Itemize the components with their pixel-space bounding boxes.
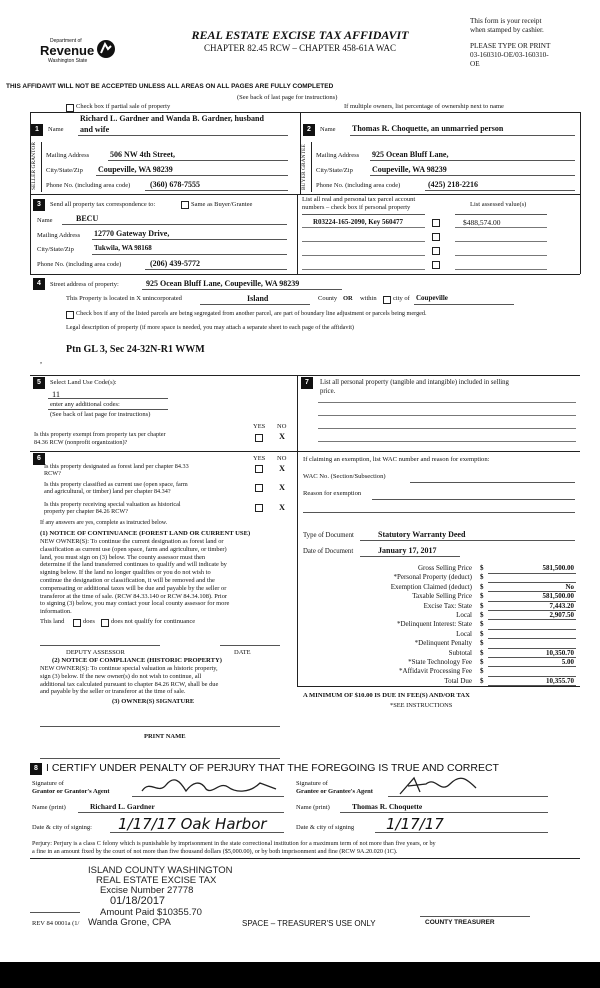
tax-row-value: 581,500.00	[542, 592, 574, 601]
personal-property-label-2: price.	[320, 388, 336, 395]
or-label: OR	[343, 295, 353, 302]
notice1-line: NEW OWNER(S): To continue the current designation as forest land or	[40, 538, 224, 545]
current-use-no-answer: X	[279, 483, 286, 492]
grantee-name-label: Name (print)	[296, 804, 330, 811]
scan-bottom-edge	[0, 962, 600, 988]
notice2-title: (2) NOTICE OF COMPLIANCE (HISTORIC PROPERTY)	[52, 657, 222, 664]
forest-no-answer: X	[279, 464, 286, 473]
tax-row-label: *Affidavit Processing Fee	[399, 667, 472, 676]
current-use-question-2: and agricultural, or timber) land per chapter 84.34?	[44, 488, 171, 495]
section-2-number: 2	[303, 124, 315, 136]
grantee-sig-label-2: Grantee or Grantee's Agent	[296, 788, 373, 795]
seller-mailing-label: Mailing Address	[46, 152, 90, 159]
tax-row-label: Gross Selling Price	[417, 564, 472, 572]
reason-label: Reason for exemption	[303, 490, 362, 497]
buyer-city: Coupeville, WA 98239	[372, 165, 447, 174]
seller-name-line2: and wife	[80, 125, 110, 134]
sec5-yes-header: YES	[253, 423, 266, 430]
logo-state-text: Washington State	[48, 58, 88, 64]
this-land-label: This land	[40, 618, 65, 625]
receipt-note-1: This form is your receipt	[470, 17, 542, 25]
section-7-number: 7	[301, 377, 313, 389]
tax-row-label: *State Technology Fee	[408, 657, 472, 666]
legal-comma: ,	[40, 356, 43, 365]
logo-department-text: Department of	[50, 38, 82, 44]
county-label: County	[318, 295, 338, 302]
corr-mailing-label: Mailing Address	[37, 232, 81, 239]
exempt-question-1: Is this property exempt from property tax per chapter	[34, 431, 166, 438]
does-checkbox[interactable]	[73, 619, 81, 627]
tax-row	[300, 658, 580, 667]
grantee-sig-label-1: Signature of	[296, 780, 328, 787]
notice1-line: compensating or additional taxes will be due and payable by the seller or	[40, 584, 227, 592]
corr-phone-label: Phone No. (including area code)	[37, 261, 122, 268]
notice2-body	[40, 665, 295, 696]
wac-label: WAC No. (Section/Subsection)	[303, 473, 386, 480]
section-8-number: 8	[30, 763, 42, 775]
same-as-buyer-label: Same as Buyer/Grantee	[191, 201, 253, 208]
grantor-signature	[140, 777, 280, 801]
stamp-line-5: Amount Paid $10355.70	[100, 907, 202, 918]
doc-type: Statutory Warranty Deed	[378, 530, 466, 539]
tax-row-label: Taxable Selling Price	[412, 592, 472, 601]
parcel-header-1: List all real and personal tax parcel account	[302, 196, 416, 203]
additional-codes-label: enter any additional codes:	[50, 401, 120, 408]
see-back-instructions: (See back of last page for instructions)	[237, 94, 338, 101]
tax-row-dollar: $	[480, 639, 484, 648]
grantor-signature-scribble	[140, 777, 280, 797]
parcel-checkbox-4[interactable]	[432, 261, 440, 269]
tax-row-value: 581,500.00	[542, 564, 574, 572]
tax-row-dollar: $	[480, 629, 484, 638]
located-label: This Property is located in X unincorporated	[66, 295, 182, 302]
form-subtitle: CHAPTER 82.45 RCW – CHAPTER 458-61A WAC	[204, 43, 396, 53]
exempt-yes-checkbox[interactable]	[255, 434, 263, 442]
tax-row	[300, 667, 580, 676]
deputy-date-label: DATE	[234, 649, 251, 656]
see-instructions: *SEE INSTRUCTIONS	[390, 702, 453, 709]
tax-row	[300, 639, 580, 648]
notice1-line: information.	[40, 608, 72, 616]
corr-name-label: Name	[37, 217, 53, 224]
buyer-phone: (425) 218-2216	[428, 180, 478, 189]
exempt-no-answer: X	[279, 432, 286, 441]
grantor-sig-label-2: Grantor or Grantor's Agent	[32, 788, 110, 795]
tax-row-dollar: $	[480, 601, 484, 610]
rev-code: REV 84 0001a (1/	[32, 920, 80, 927]
tax-row-label: Local	[456, 629, 472, 638]
tax-row-dollar: $	[480, 592, 484, 601]
segregated-label: Check box if any of the listed parcels are being segregated from another parcel, are part of boundary line adjustment or parcels being merged.	[76, 310, 427, 317]
notice1-body	[40, 538, 295, 616]
grantee-date: 1/17/17	[386, 815, 444, 833]
tax-row	[300, 630, 580, 639]
buyer-mailing-label: Mailing Address	[316, 152, 360, 159]
notice2-line: and payable by the seller or transferor at the time of sale.	[40, 688, 186, 696]
county-treasurer-label: COUNTY TREASURER	[425, 919, 495, 926]
stamp-line-2: REAL ESTATE EXCISE TAX	[96, 875, 217, 886]
tax-row-label: *Delinquent Penalty	[414, 639, 472, 648]
corr-phone: (206) 439-5772	[150, 259, 200, 268]
buyer-name: Thomas R. Choquette, an unmarried person	[352, 124, 504, 133]
logo-revenue-text: Revenue	[40, 43, 95, 58]
personal-property-label-1: List all personal property (tangible and intangible) included in selling	[320, 379, 509, 386]
segregated-checkbox[interactable]	[66, 311, 74, 319]
buyer-name-label: Name	[320, 126, 336, 133]
seller-mailing: 506 NW 4th Street,	[110, 150, 176, 159]
tax-row-label: *Personal Property (deduct)	[393, 573, 472, 582]
historic-question-2: property per chapter 84.26 RCW?	[44, 508, 129, 515]
section-6-number: 6	[33, 453, 45, 465]
assessed-value: $488,574.00	[463, 218, 501, 227]
forest-question-2: RCW?	[44, 470, 61, 477]
notice1-line: land, you must sign on (3) below. The county assessor must then	[40, 553, 206, 561]
section-1-number: 1	[31, 124, 43, 136]
form-code-2: OE	[470, 60, 480, 68]
notice2-line: additional tax calculated pursuant to chapter 84.26 RCW, shall be due	[40, 680, 219, 688]
tax-row-value: 10,355.70	[546, 676, 574, 685]
assessed-header: List assessed value(s)	[470, 201, 527, 208]
grantor-date: 1/17/17 Oak Harbor	[118, 815, 267, 833]
tax-row-value: 2,907.50	[549, 610, 574, 619]
grantor-name: Richard L. Gardner	[90, 802, 155, 811]
tax-row-label: Excise Tax: State	[423, 601, 472, 610]
tax-row	[300, 564, 580, 573]
partial-sale-checkbox[interactable]	[66, 104, 74, 112]
seller-name-line1: Richard L. Gardner and Wanda B. Gardner, husband	[80, 114, 264, 123]
sec6-no-header: NO	[277, 455, 287, 462]
city-of-checkbox[interactable]	[383, 296, 391, 304]
tax-row-label: Local	[456, 610, 472, 619]
section-3-number: 3	[33, 199, 45, 211]
corr-mailing: 12770 Gateway Drive,	[94, 229, 170, 238]
same-as-buyer-checkbox[interactable]	[181, 201, 189, 209]
parcel-checkbox-2[interactable]	[432, 233, 440, 241]
grantor-name-label: Name (print)	[32, 804, 66, 811]
tax-row-dollar: $	[480, 582, 484, 591]
historic-question-1: Is this property receiving special valuation as historical	[44, 501, 181, 508]
form-code-1: 03-160310-OE/03-160310-	[470, 51, 549, 59]
grantee-signature-scribble	[396, 774, 486, 798]
tax-row	[300, 592, 580, 601]
exempt-question-2: 84.36 RCW (nonprofit organization)?	[34, 439, 128, 446]
current-use-question-1: Is this property classified as current use (open space, farm	[44, 481, 188, 488]
land-use-see-back: (See back of last page for instructions)	[50, 411, 151, 418]
notice1-line: continue the designation or classification, it will be removed and the	[40, 576, 215, 584]
doc-date: January 17, 2017	[378, 546, 437, 555]
tax-row-dollar: $	[480, 620, 484, 629]
forest-yes-checkbox[interactable]	[255, 465, 263, 473]
parcel-number: R03224-165-2090, Key 560477	[313, 218, 404, 226]
tax-row-label: Total Due	[444, 676, 472, 685]
tax-row	[300, 677, 580, 686]
certify-text: I CERTIFY UNDER PENALTY OF PERJURY THAT THE FOREGOING IS TRUE AND CORRECT	[46, 762, 499, 774]
buyer-city-label: City/State/Zip	[316, 167, 353, 174]
grantor-sig-label-1: Signature of	[32, 780, 64, 787]
legal-label: Legal description of property (if more space is needed, you may attach a separate sheet to each page of the affidavit)	[66, 324, 354, 331]
tax-calculation-table	[300, 564, 580, 686]
tax-row-dollar: $	[480, 564, 484, 572]
tax-row-dollar: $	[480, 676, 484, 685]
notice1-line: signing below. If the land no longer qualifies or you do not wish to	[40, 569, 211, 577]
stamp-line-1: ISLAND COUNTY WASHINGTON	[88, 865, 233, 876]
notice1-title: (1) NOTICE OF CONTINUANCE (FOREST LAND OR CURRENT USE)	[40, 530, 251, 537]
doc-date-label: Date of Document	[303, 548, 354, 555]
grantor-date-label: Date & city of signing:	[32, 824, 92, 831]
print-note: PLEASE TYPE OR PRINT	[470, 42, 551, 50]
grantee-date-label: Date & city of signing	[296, 824, 355, 831]
does-label: does	[83, 618, 95, 625]
tax-row-value: 5.00	[561, 657, 574, 666]
owner-signature-label: (3) OWNER(S) SIGNATURE	[112, 698, 195, 705]
city-of-label: city of	[393, 295, 410, 302]
tax-row-label: *Delinquent Interest: State	[396, 620, 472, 629]
forest-question-1: Is this property designated as forest land per chapter 84.33	[44, 463, 189, 470]
grantee-signature	[396, 774, 486, 802]
grantee-name: Thomas R. Choquette	[352, 802, 423, 811]
perjury-line-1: Perjury: Perjury is a class C felony which is punishable by imprisonment in the state correctional institution for a maximum term of not more than five years, or by	[32, 840, 436, 847]
legal-description: Ptn GL 3, Sec 24-32N-R1 WWM	[66, 344, 205, 355]
seller-side-label: SELLER GRANTOR	[31, 141, 37, 190]
land-use-code: 11	[52, 390, 61, 399]
minimum-note: A MINIMUM OF $10.00 IS DUE IN FEE(S) AND/OR TAX	[303, 692, 470, 699]
notice1-line: determine if the land transferred continues to qualify and will indicate by	[40, 561, 227, 569]
seller-city-label: City/State/Zip	[46, 167, 83, 174]
print-name-label: PRINT NAME	[144, 733, 186, 740]
form-title: REAL ESTATE EXCISE TAX AFFIDAVIT	[191, 28, 409, 42]
notice1-line: to signing (3) below, you may contact your local county assessor for more	[40, 600, 230, 608]
buyer-phone-label: Phone No. (including area code)	[316, 182, 401, 189]
tax-row-dollar: $	[480, 667, 484, 676]
current-use-yes-checkbox[interactable]	[255, 484, 263, 492]
section-4-number: 4	[33, 278, 45, 290]
tax-row	[300, 573, 580, 582]
seller-phone-label: Phone No. (including area code)	[46, 182, 131, 189]
street-label: Street address of property:	[50, 281, 119, 288]
historic-no-answer: X	[279, 503, 286, 512]
tax-row	[300, 611, 580, 620]
receipt-note-2: when stamped by cashier.	[470, 26, 544, 34]
county-name: Island	[247, 294, 269, 303]
doc-type-label: Type of Document	[303, 532, 354, 539]
treasurer-use-label: SPACE – TREASURER'S USE ONLY	[242, 919, 376, 928]
tax-row-value: No	[565, 582, 574, 591]
seller-city: Coupeville, WA 98239	[98, 165, 173, 174]
stamp-line-6: Wanda Grone, CPA	[88, 917, 171, 928]
does-not-checkbox[interactable]	[101, 619, 109, 627]
stamp-line-3: Excise Number 27778	[100, 885, 194, 896]
notice2-line: NEW OWNER(S): To continue special valuation as historic property,	[40, 665, 218, 672]
exemption-label: If claiming an exemption, list WAC number and reason for exemption:	[303, 456, 490, 463]
notice2-line: sign (3) below. If the new owner(s) do not wish to continue, all	[40, 672, 202, 680]
send-correspondence-label: Send all property tax correspondence to:	[50, 201, 156, 208]
tax-row-label: Exemption Claimed (deduct)	[390, 582, 472, 591]
city-name: Coupeville	[416, 294, 448, 302]
tax-row-dollar: $	[480, 573, 484, 582]
parcel-header-2: numbers – check box if personal property	[302, 204, 411, 211]
corr-city: Tukwila, WA 98168	[94, 244, 152, 252]
parcel-checkbox-3[interactable]	[432, 247, 440, 255]
tax-row-label: Subtotal	[448, 648, 472, 657]
perjury-line-2: a fine in an amount fixed by the court of not more than five thousand dollars ($5,000.00), or by both imprisonment and fine (RCW 9A.20.020 (1C).	[32, 848, 398, 855]
notice1-line: transferor at the time of sale. (RCW 84.33.140 or RCW 84.34.108). Prior	[40, 592, 228, 600]
tax-row	[300, 583, 580, 592]
corr-name: BECU	[76, 214, 99, 223]
land-use-label: Select Land Use Code(s):	[50, 379, 117, 386]
buyer-side-label: BUYER GRANTEE	[301, 144, 307, 190]
deputy-assessor-label: DEPUTY ASSESSOR	[66, 649, 125, 656]
tax-row-value: 7,443.20	[549, 601, 574, 610]
tax-row	[300, 649, 580, 658]
historic-yes-checkbox[interactable]	[255, 504, 263, 512]
corr-city-label: City/State/Zip	[37, 246, 74, 253]
tax-row	[300, 620, 580, 629]
parcel-checkbox-1[interactable]	[432, 219, 440, 227]
buyer-mailing: 925 Ocean Bluff Lane,	[372, 150, 449, 159]
tax-row-value: 10,350.70	[546, 648, 574, 657]
warning-text: THIS AFFIDAVIT WILL NOT BE ACCEPTED UNLESS ALL AREAS ON ALL PAGES ARE FULLY COMPLETED	[6, 83, 334, 90]
stamp-line-4: 01/18/2017	[110, 895, 166, 907]
if-yes-note: If any answers are yes, complete as instructed below.	[40, 520, 168, 526]
sec5-no-header: NO	[277, 423, 287, 430]
tax-row-dollar: $	[480, 648, 484, 657]
seller-name-label: Name	[48, 126, 64, 133]
tax-row-dollar: $	[480, 610, 484, 619]
street-address: 925 Ocean Bluff Lane, Coupeville, WA 98239	[146, 279, 300, 288]
tax-row-dollar: $	[480, 657, 484, 666]
sec6-yes-header: YES	[253, 455, 266, 462]
does-not-label: does not qualify for continuance	[111, 618, 196, 625]
multiple-owners-note: If multiple owners, list percentage of ownership next to name	[344, 103, 504, 110]
seller-phone: (360) 678-7555	[150, 180, 200, 189]
notice1-line: classification as current use (open space, farm and agriculture, or timber)	[40, 545, 227, 553]
tax-row	[300, 602, 580, 611]
section-5-number: 5	[33, 377, 45, 389]
within-label: within	[360, 295, 377, 302]
partial-sale-label: Check box if partial sale of property	[76, 103, 171, 110]
